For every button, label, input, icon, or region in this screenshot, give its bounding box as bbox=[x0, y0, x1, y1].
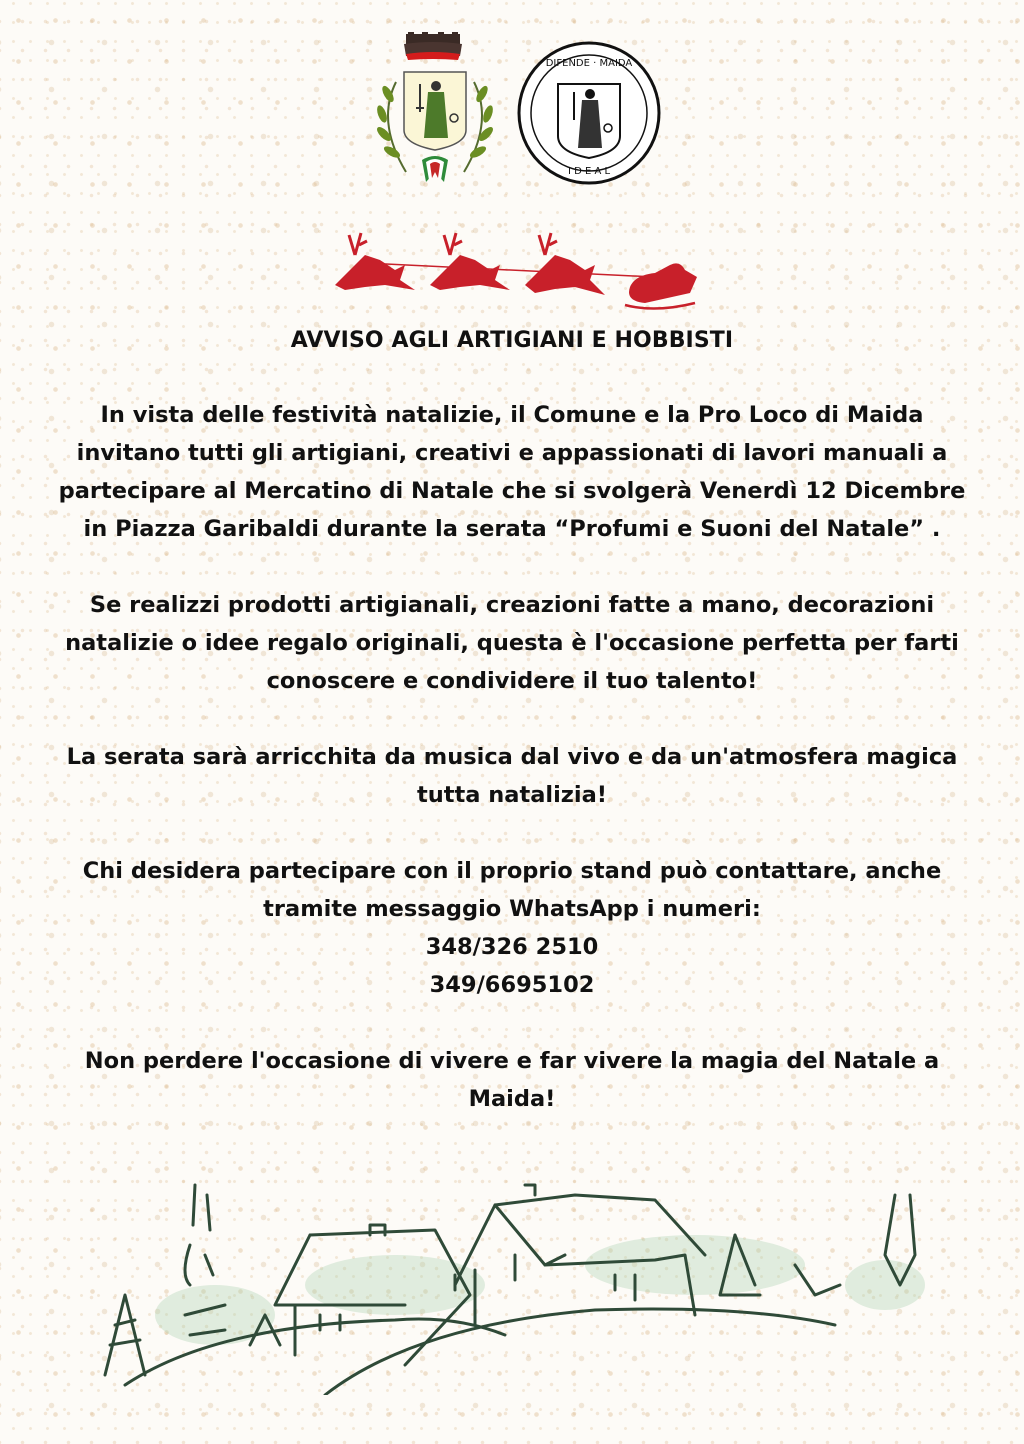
reindeer-sleigh-icon bbox=[325, 215, 705, 315]
contact-paragraph bbox=[0, 852, 1024, 1004]
svg-text:DIFENDE · MAIDA: DIFENDE · MAIDA bbox=[545, 58, 633, 69]
evening-paragraph bbox=[0, 738, 1024, 814]
text-line: partecipare al Mercatino di Natale che si svolgerà Venerdì 12 Dicembre bbox=[58, 478, 966, 504]
text-line: La serata sarà arricchita da musica dal vivo e da un'atmosfera magica bbox=[66, 744, 958, 770]
municipal-coat-of-arms-icon bbox=[366, 32, 506, 190]
text-line: In vista delle festività natalizie, il Comune e la Pro Loco di Maida bbox=[100, 402, 924, 428]
products-paragraph bbox=[0, 586, 1024, 700]
notice-body bbox=[0, 318, 1024, 1118]
header-emblems bbox=[0, 30, 1024, 190]
snowy-village-icon bbox=[95, 1165, 935, 1395]
text-line: Se realizzi prodotti artigianali, creazioni fatte a mano, decorazioni bbox=[89, 592, 935, 618]
text-line: in Piazza Garibaldi durante la serata “Profumi e Suoni del Natale” . bbox=[83, 516, 941, 542]
text-line: Non perdere l'occasione di vivere e far vivere la magia del Natale a bbox=[84, 1048, 940, 1074]
phone-number-1[interactable]: 348/326 2510 bbox=[425, 934, 599, 960]
notice-title: AVVISO AGLI ARTIGIANI E HOBBISTI bbox=[290, 328, 734, 353]
phone-number-2[interactable]: 349/6695102 bbox=[429, 972, 595, 998]
closing-paragraph bbox=[0, 1042, 1024, 1118]
text-line: tutta natalizia! bbox=[416, 782, 608, 808]
svg-text:I D E A L: I D E A L bbox=[567, 166, 611, 177]
text-line: Chi desidera partecipare con il proprio stand può contattare, anche bbox=[82, 858, 942, 884]
pro-loco-seal-icon bbox=[516, 40, 662, 186]
text-line: conoscere e condividere il tuo talento! bbox=[266, 668, 758, 694]
text-line: natalizie o idee regalo originali, questa è l'occasione perfetta per farti bbox=[65, 630, 959, 656]
text-line: tramite messaggio WhatsApp i numeri: bbox=[263, 896, 761, 922]
text-line: Maida! bbox=[468, 1086, 556, 1112]
text-line: invitano tutti gli artigiani, creativi e appassionati di lavori manuali a bbox=[76, 440, 948, 466]
invitation-paragraph bbox=[0, 396, 1024, 548]
